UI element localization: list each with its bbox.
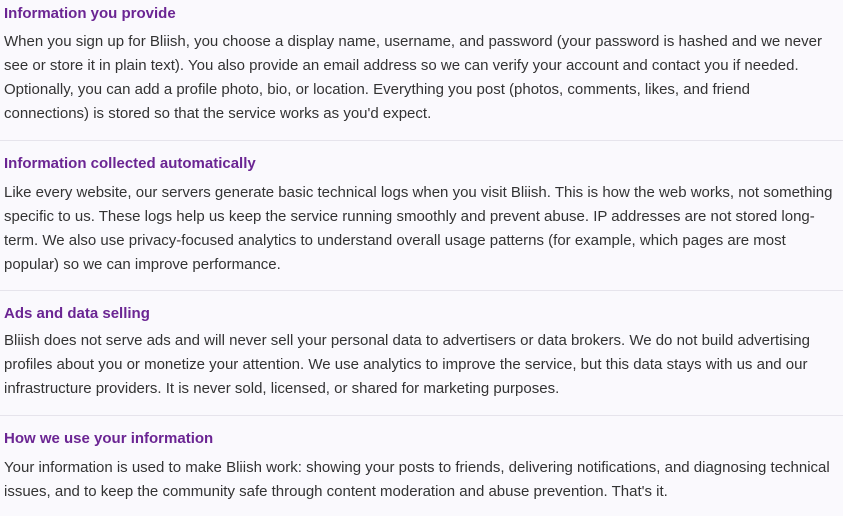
section-how-we-use-your-information — [0, 416, 843, 516]
section-heading: Information you provide — [4, 5, 176, 22]
section-information-you-provide — [0, 0, 843, 141]
section-heading: Information collected automatically — [4, 155, 256, 172]
section-heading: How we use your information — [4, 430, 214, 447]
section-body: When you sign up for Bliish, you choose a display name, username, and password (your password is hashed and we never see or store it in plain text). You also provide an email address so we can verify your account and contact you if needed. Optionally, you can add a profile photo, bio, or location. Everything you post (photos, comments, likes, and friend connections) is stored so that the service works as you'd expect. — [4, 33, 822, 122]
section-heading: Ads and data selling — [4, 305, 150, 322]
section-body: Like every website, our servers generate basic technical logs when you visit Bliish. This is how the web works, not something specific to us. These logs help us keep the service running smoothly and prevent abuse. IP addresses are not stored long-term. We also use privacy-focused analytics to understand overall usage patterns (for example, which pages are most popular) so we can improve performance. — [4, 184, 833, 273]
section-body: Bliish does not serve ads and will never sell your personal data to advertisers or data brokers. We do not build advertising profiles about you or monetize your attention. We use analytics to improve the service, but this data stays with us and our infrastructure providers. It is never sold, licensed, or shared for marketing purposes. — [4, 332, 810, 397]
section-information-collected-automatically — [0, 141, 843, 291]
section-body: Your information is used to make Bliish work: showing your posts to friends, delivering notifications, and diagnosing technical issues, and to keep the community safe through content moderation and abuse prevention. That's it. — [4, 459, 830, 500]
section-ads-and-data-selling — [0, 291, 843, 416]
